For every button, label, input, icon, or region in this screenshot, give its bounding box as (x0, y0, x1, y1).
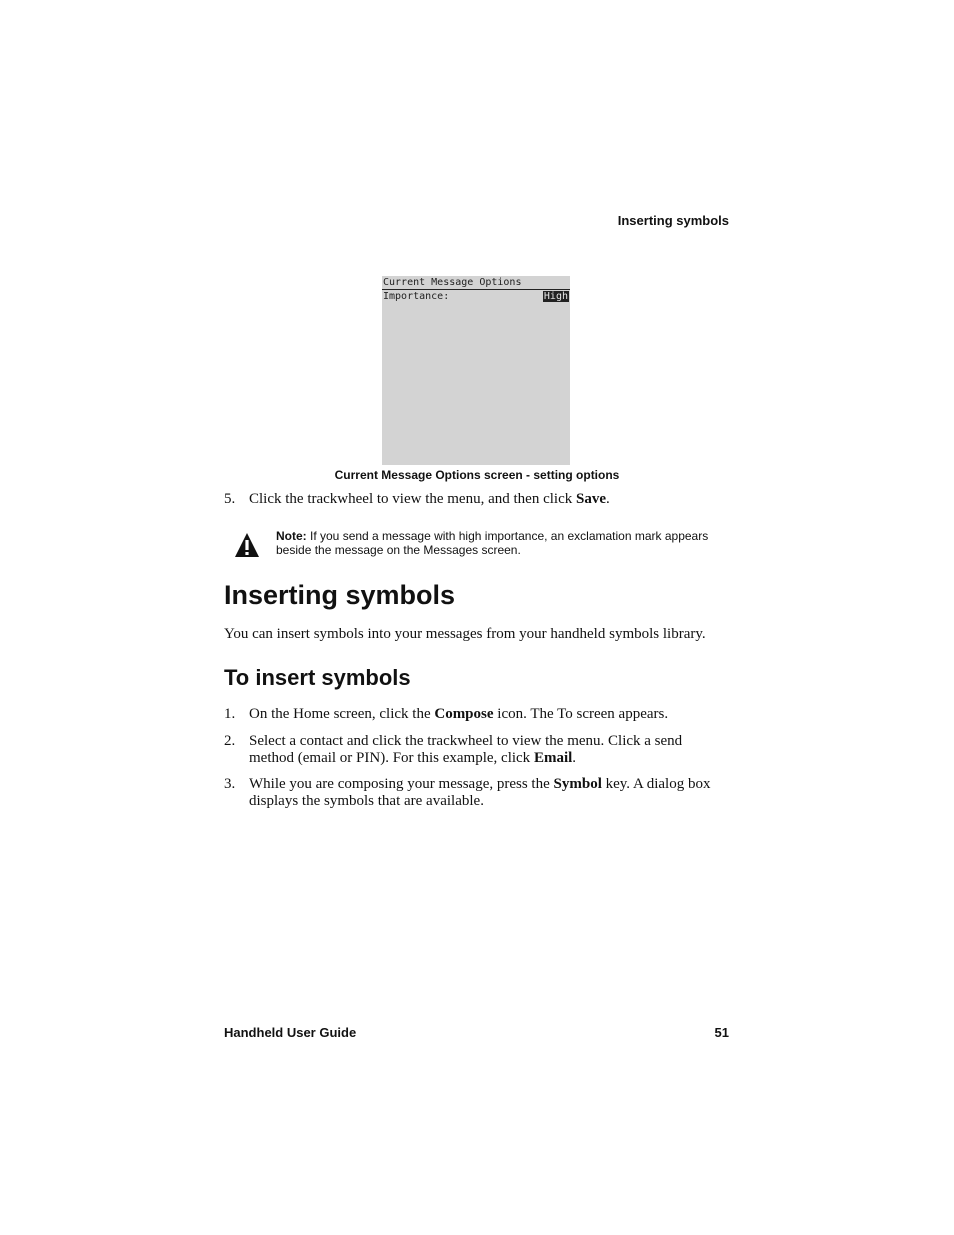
step-number: 5. (224, 491, 236, 507)
note-text: If you send a message with high importance, an exclamation mark appears beside the message on the Messages screen. (276, 529, 709, 557)
step-text-end: icon. The To screen appears. (493, 706, 669, 722)
step-text: Click the trackwheel to view the menu, and then click (249, 491, 576, 507)
running-header: Inserting symbols (617, 213, 729, 228)
step-number: 1. (224, 706, 236, 722)
step-item (224, 733, 729, 767)
footer-guide-title: Handheld User Guide (224, 1025, 357, 1040)
step-bold-term: Compose (434, 706, 494, 722)
step-item (224, 491, 729, 508)
step-text: On the Home screen, click the (249, 706, 435, 722)
step-text-end: . (605, 491, 610, 507)
step-number: 3. (224, 776, 236, 792)
title-divider (382, 289, 570, 290)
page-number: 51 (714, 1025, 729, 1040)
importance-label: Importance: (383, 291, 450, 302)
figure-caption: Current Message Options screen - setting options (334, 468, 620, 482)
step-text: While you are composing your message, press the (249, 776, 554, 792)
intro-paragraph: You can insert symbols into your messages from your handheld symbols library. (224, 626, 706, 642)
importance-value: High (543, 291, 568, 302)
step-text-end: key. A dialog box displays the symbols that are available. (249, 776, 711, 809)
step-text-end: . (572, 750, 577, 766)
step-bold-term: Save (575, 491, 606, 507)
step-bold-term: Email (533, 750, 573, 766)
procedure-heading: To insert symbols (224, 665, 411, 690)
note-label: Note: (276, 529, 307, 543)
screen-title: Current Message Options (383, 277, 522, 288)
section-heading: Inserting symbols (224, 580, 456, 610)
step-number: 2. (224, 733, 236, 749)
note-callout (276, 529, 716, 557)
step-text: Select a contact and click the trackwheel to view the menu. Click a send method (email or PIN). For this example, click (249, 733, 683, 766)
message-options-screenshot (382, 276, 570, 465)
warning-icon (234, 532, 260, 558)
step-item (224, 776, 729, 810)
step-bold-term: Symbol (553, 776, 602, 792)
step-item (224, 706, 729, 723)
